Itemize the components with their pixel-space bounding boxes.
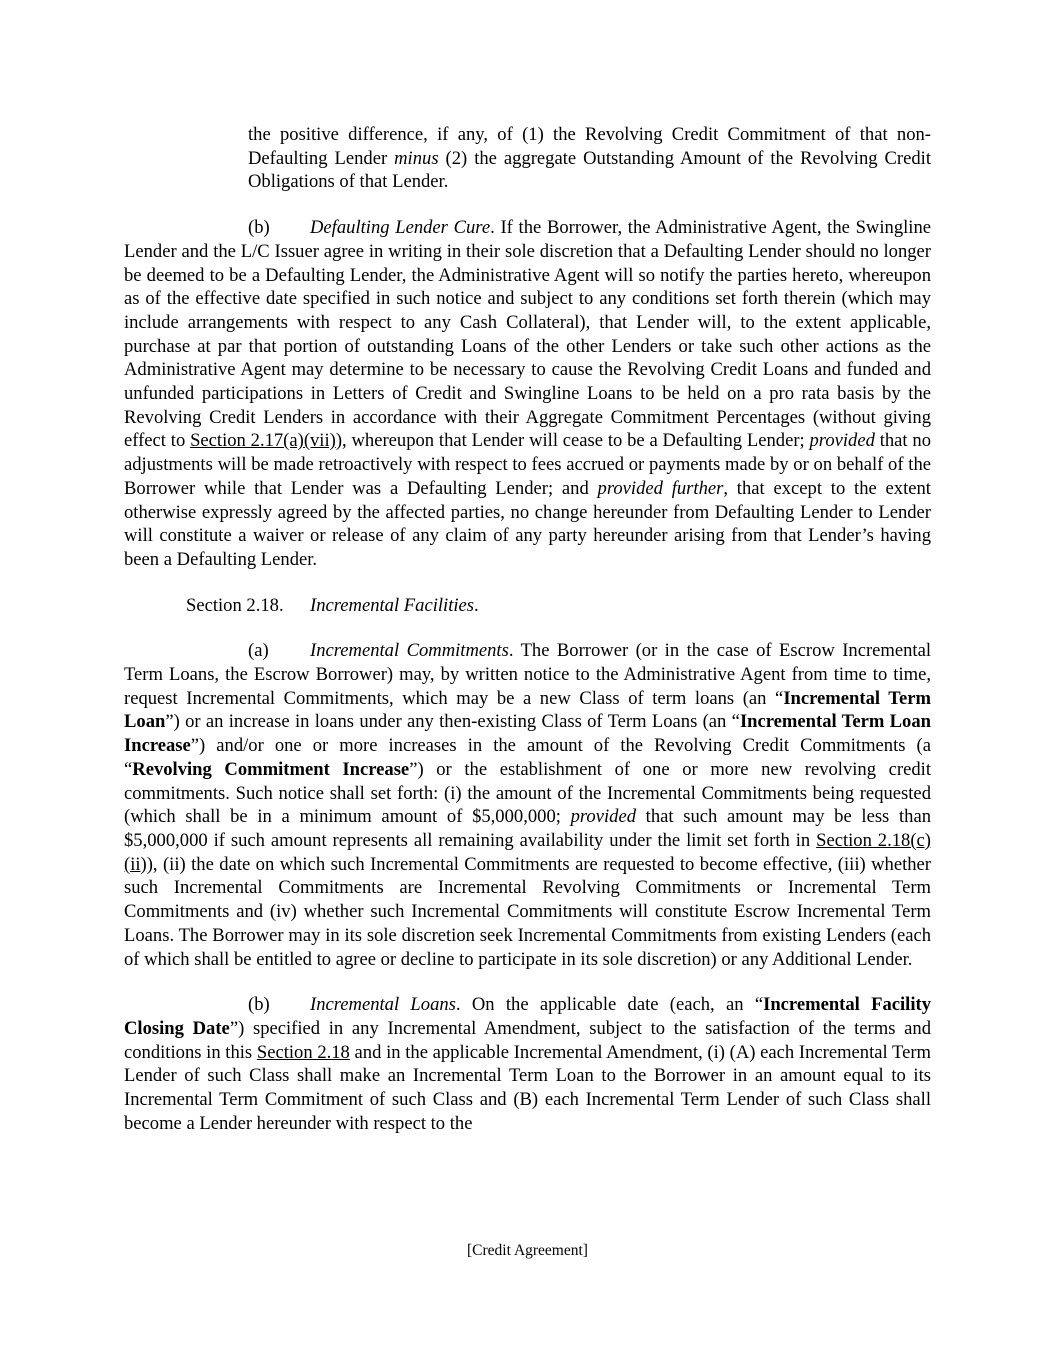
clause-title: Defaulting Lender Cure (310, 217, 491, 239)
defined-term: Revolving Commitment Increase (132, 758, 410, 780)
clause-label: (b) (248, 994, 270, 1016)
page-footer: [Credit Agreement] (467, 1242, 588, 1259)
clause-label: (a) (248, 640, 269, 662)
clause-label: (b) (248, 217, 270, 239)
section-reference: Section 2.17(a)(vii) (190, 430, 336, 452)
defined-term: Incremental Term Loan (124, 687, 931, 733)
paragraph-incremental-loans: (b) Incremental Loans. On the applicable date (each, an “Incremental Facility Closing Date”) specified in any Incremental Amendment, subject to the satisfaction of the terms and conditions in this Section 2.18 and in the applicable Incremental Amendment, (i) (A) each Incremental Term Lender of such Class shall make an Incremental Term Loan to the Borrower in an amount equal to its Incremental Term Commitment of such Class and (B) each Incremental Term Lender of such Class shall become a Lender hereunder with respect to the (124, 994, 931, 1134)
section-number: Section 2.18. (186, 594, 284, 616)
document-page (124, 123, 931, 1135)
section-reference: Section 2.18 (256, 1041, 350, 1063)
clause-title: Incremental Commitments (310, 640, 509, 662)
defined-term: Incremental Facility Closing Date (124, 994, 931, 1039)
paragraph-continuation: the positive difference, if any, of (1) the Revolving Credit Commitment of that non-Defaulting Lender minus (2) the aggregate Outstanding Amount of the Revolving Credit Obligations of that Lender. (248, 124, 931, 193)
defined-term: Incremental Term Loan Increase (124, 711, 931, 757)
paragraph-incremental-commitments: (a) Incremental Commitments. The Borrower (or in the case of Escrow Incremental Term Loans, the Escrow Borrower) may, by written notice to the Administrative Agent from time to time, request Incremental Commitments, which may be a new Class of term loans (an “Incremental Term Loan”) or an increase in loans under any then-existing Class of Term Loans (an “Incremental Term Loan Increase”) and/or one or more increases in the amount of the Revolving Credit Commitments (a “Revolving Commitment Increase”) or the establishment of one or more new revolving credit commitments. Such notice shall set forth: (i) the amount of the Incremental Commitments being requested (which shall be in a minimum amount of $5,000,000; provided that such amount may be less than $5,000,000 if such amount represents all remaining availability under the limit set forth in Section 2.18(c)(ii)), (ii) the date on which such Incremental Commitments are requested to become effective, (iii) whether such Incremental Commitments are Incremental Revolving Commitments or Incremental Term Commitments and (iv) whether such Incremental Commitments will constitute Escrow Incremental Term Loans. The Borrower may in its sole discretion seek Incremental Commitments from existing Lenders (each of which shall be entitled to agree or decline to participate in its sole discretion) or any Additional Lender. (124, 640, 932, 970)
section-reference: Section 2.18(c)(ii) (124, 829, 931, 875)
section-title: Incremental Facilities (310, 594, 475, 616)
section-heading: Section 2.18. Incremental Facilities. (186, 594, 479, 616)
clause-title: Incremental Loans (310, 994, 456, 1016)
paragraph-defaulting-lender-cure: (b) Defaulting Lender Cure. If the Borrower, the Administrative Agent, the Swingline Lender and the L/C Issuer agree in writing in their sole discretion that a Defaulting Lender should no longer be deemed to be a Defaulting Lender, the Administrative Agent will so notify the parties hereto, whereupon as of the effective date specified in such notice and subject to any conditions set forth therein (which may include arrangements with respect to any Cash Collateral), that Lender will, to the extent applicable, purchase at par that portion of outstanding Loans of the other Lenders or take such other actions as the Administrative Agent may determine to be necessary to cause the Revolving Credit Loans and funded and unfunded participations in Letters of Credit and Swingline Loans to be held on a pro rata basis by the Revolving Credit Lenders in accordance with their Aggregate Commitment Percentages (without giving effect to Section 2.17(a)(vii)), whereupon that Lender will cease to be a Defaulting Lender; provided that no adjustments will be made retroactively with respect to fees accrued or payments made by or on behalf of the Borrower while that Lender was a Defaulting Lender; and provided further, that except to the extent otherwise expressly agreed by the affected parties, no change hereunder from Defaulting Lender to Lender will constitute a waiver or release of any claim of any party hereunder arising from that Lender’s having been a Defaulting Lender. (124, 217, 932, 570)
